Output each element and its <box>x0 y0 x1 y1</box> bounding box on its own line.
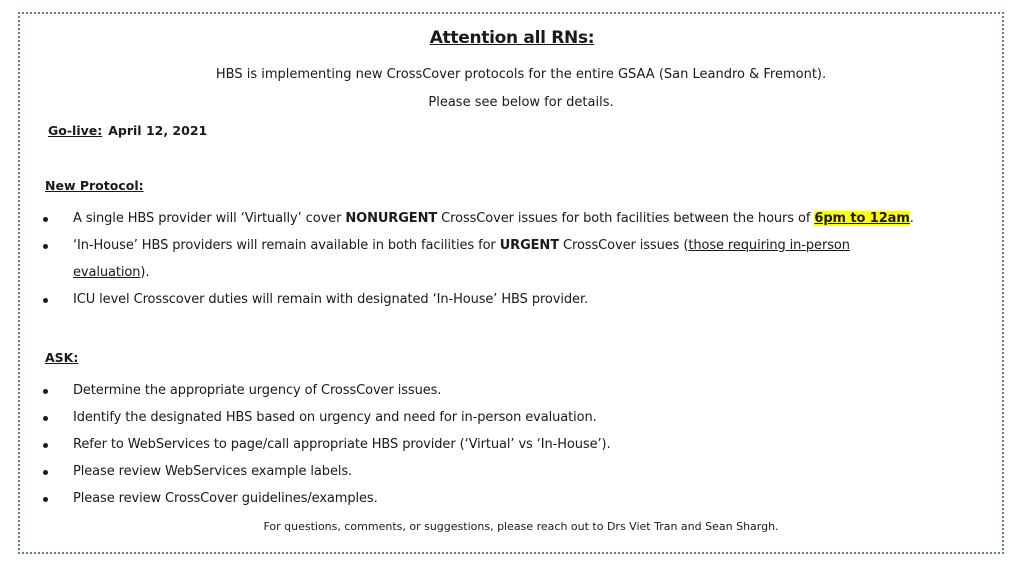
ask-heading: ASK: <box>45 350 79 365</box>
intro-line-2: Please see below for details. <box>428 95 614 110</box>
ask-item: Determine the appropriate urgency of CrossCover issues. <box>73 383 442 398</box>
go-live <box>48 123 207 138</box>
bullet-icon <box>43 416 48 421</box>
bullet-icon <box>43 217 48 222</box>
bullet-icon <box>43 443 48 448</box>
protocol-item-2: ‘In-House’ HBS providers will remain available in both facilities for URGENT CrossCover issues (those requiring in-person <box>73 238 850 253</box>
bullet-icon <box>43 497 48 502</box>
protocol-item-2-cont: evaluation). <box>73 265 150 280</box>
bullet-icon <box>43 298 48 303</box>
bullet-icon <box>43 244 48 249</box>
ask-item: Please review WebServices example labels. <box>73 464 353 479</box>
protocol-item-1: A single HBS provider will ‘Virtually’ cover NONURGENT CrossCover issues for both facilities between the hours of 6pm to 12am. <box>73 211 914 226</box>
hours-highlight: 6pm to 12am <box>814 211 910 226</box>
protocol-item-3: ICU level Crosscover duties will remain with designated ‘In-House’ HBS provider. <box>73 292 589 307</box>
new-protocol-heading: New Protocol: <box>45 178 144 193</box>
ask-item: Refer to WebServices to page/call appropriate HBS provider (‘Virtual’ vs ‘In-House’). <box>73 437 611 452</box>
ask-item: Please review CrossCover guidelines/examples. <box>73 491 378 506</box>
go-live-label: Go-live: <box>48 123 103 138</box>
intro-line-1: HBS is implementing new CrossCover protocols for the entire GSAA (San Leandro & Fremont). <box>215 67 827 82</box>
footer-contact: For questions, comments, or suggestions, please reach out to Drs Viet Tran and Sean Shargh. <box>263 520 779 533</box>
go-live-date: April 12, 2021 <box>108 123 208 138</box>
page-title: Attention all RNs: <box>429 28 595 48</box>
bullet-icon <box>43 470 48 475</box>
ask-item: Identify the designated HBS based on urgency and need for in-person evaluation. <box>73 410 597 425</box>
bullet-icon <box>43 389 48 394</box>
